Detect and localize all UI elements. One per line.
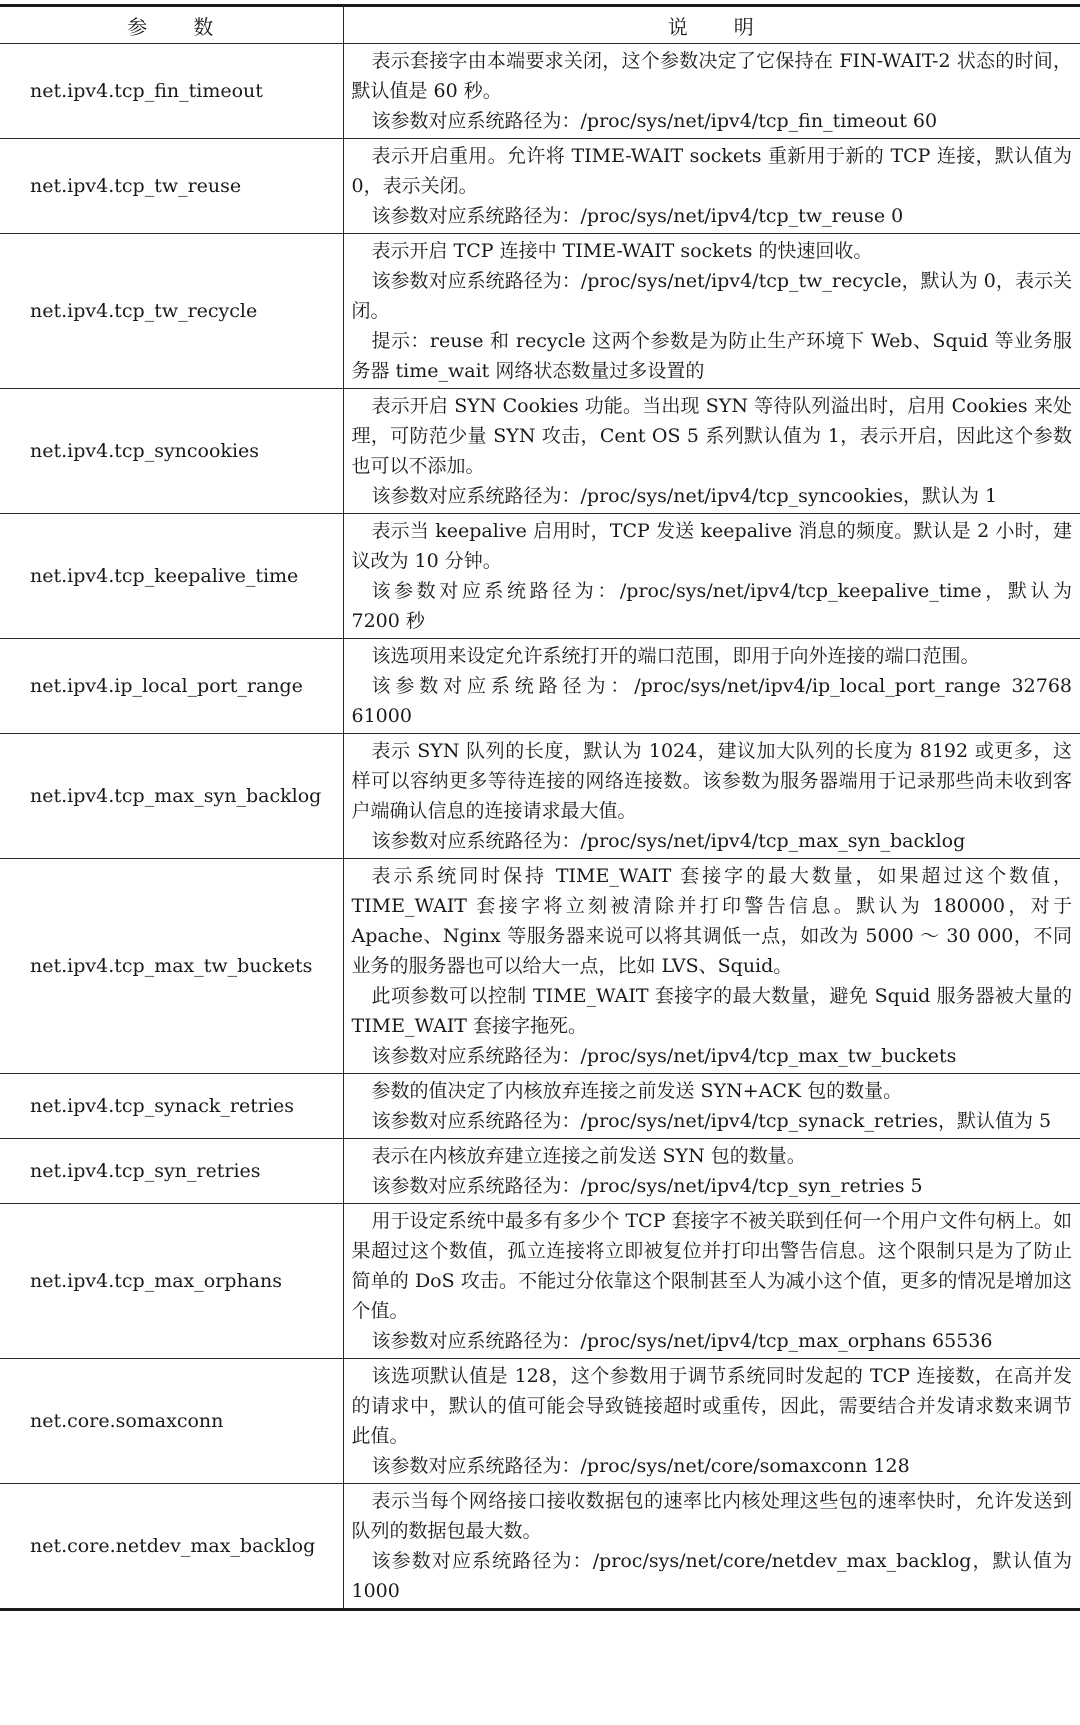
desc-line: 表示在内核放弃建立连接之前发送 SYN 包的数量。 [371,1145,806,1167]
header-param [0,6,343,44]
desc-line: 该参数对应系统路径为：/proc/sys/net/ipv4/tcp_syn_retries 5 [371,1175,923,1197]
desc-line: 该参数对应系统路径为：/proc/sys/net/core/netdev_max_backlog，默认值为 1000 [351,1550,1072,1602]
table-header-row [0,6,1080,44]
table-row [0,1204,1080,1359]
param-name: net.ipv4.tcp_tw_reuse [0,139,343,234]
param-name: net.ipv4.ip_local_port_range [0,639,343,734]
param-name: net.ipv4.tcp_max_orphans [0,1204,343,1359]
kernel-params-table [0,4,1080,1611]
param-description [343,1484,1080,1610]
desc-line: 该参数对应系统路径为：/proc/sys/net/ipv4/tcp_max_syn_backlog [371,830,966,852]
param-name: net.ipv4.tcp_max_tw_buckets [0,859,343,1074]
desc-line: 表示当 keepalive 启用时，TCP 发送 keepalive 消息的频度。默认是 2 小时，建议改为 10 分钟。 [351,520,1072,572]
desc-line: 表示开启 TCP 连接中 TIME-WAIT sockets 的快速回收。 [371,240,873,262]
table-row [0,1139,1080,1204]
desc-line: 该参数对应系统路径为：/proc/sys/net/ipv4/tcp_fin_timeout 60 [371,110,938,132]
desc-line: 该参数对应系统路径为：/proc/sys/net/ipv4/tcp_max_tw_buckets [371,1045,957,1067]
desc-line: 该选项用来设定允许系统打开的端口范围，即用于向外连接的端口范围。 [371,645,980,667]
table-row [0,514,1080,639]
param-description [343,234,1080,389]
param-name: net.core.netdev_max_backlog [0,1484,343,1610]
table-row [0,639,1080,734]
param-description [343,859,1080,1074]
desc-line: 该参数对应系统路径为：/proc/sys/net/core/somaxconn 128 [371,1455,910,1477]
header-desc [343,6,1080,44]
desc-line: 表示开启重用。允许将 TIME-WAIT sockets 重新用于新的 TCP 连接，默认值为 0，表示关闭。 [351,145,1072,197]
header-param-label: 参 数 [127,14,216,39]
desc-line: 该参数对应系统路径为：/proc/sys/net/ipv4/tcp_keepalive_time，默认为 7200 秒 [351,580,1072,632]
param-description [343,514,1080,639]
param-description [343,389,1080,514]
table-row [0,389,1080,514]
desc-line: 该参数对应系统路径为：/proc/sys/net/ipv4/tcp_tw_recycle，默认为 0，表示关闭。 [351,270,1072,322]
desc-line: 表示系统同时保持 TIME_WAIT 套接字的最大数量，如果超过这个数值，TIME_WAIT 套接字将立刻被清除并打印警告信息。默认为 180000，对于 Apache、Nginx 等服务器来说可以将其调低一点，如改为 5000 ～ 30 000，不同业务的服务器也可以给大一点，比如 LVS、Squid。 [351,865,1072,977]
param-name: net.ipv4.tcp_max_syn_backlog [0,734,343,859]
table-row [0,234,1080,389]
desc-line: 提示：reuse 和 recycle 这两个参数是为防止生产环境下 Web、Squid 等业务服务器 time_wait 网络状态数量过多设置的 [351,330,1072,382]
param-description [343,734,1080,859]
param-description [343,1359,1080,1484]
param-name: net.ipv4.tcp_tw_recycle [0,234,343,389]
table-row [0,734,1080,859]
desc-line: 表示开启 SYN Cookies 功能。当出现 SYN 等待队列溢出时，启用 Cookies 来处理，可防范少量 SYN 攻击，Cent OS 5 系列默认值为 1，表示开启，因此这个参数也可以不添加。 [351,395,1072,477]
table-row [0,44,1080,139]
param-name: net.ipv4.tcp_syncookies [0,389,343,514]
desc-line: 该参数对应系统路径为：/proc/sys/net/ipv4/ip_local_port_range 32768 61000 [351,675,1072,727]
table-row [0,859,1080,1074]
param-description [343,1204,1080,1359]
param-name: net.ipv4.tcp_fin_timeout [0,44,343,139]
param-description [343,1074,1080,1139]
table-row [0,1359,1080,1484]
desc-line: 该选项默认值是 128，这个参数用于调节系统同时发起的 TCP 连接数，在高并发的请求中，默认的值可能会导致链接超时或重传，因此，需要结合并发请求数来调节此值。 [351,1365,1072,1447]
desc-line: 表示 SYN 队列的长度，默认为 1024，建议加大队列的长度为 8192 或更多，这样可以容纳更多等待连接的网络连接数。该参数为服务器端用于记录那些尚未收到客户端确认信息的连接请求最大值。 [351,740,1072,822]
param-name: net.ipv4.tcp_syn_retries [0,1139,343,1204]
desc-line: 表示当每个网络接口接收数据包的速率比内核处理这些包的速率快时，允许发送到队列的数据包最大数。 [351,1490,1072,1542]
desc-line: 该参数对应系统路径为：/proc/sys/net/ipv4/tcp_synack_retries，默认值为 5 [371,1110,1052,1132]
param-name: net.ipv4.tcp_keepalive_time [0,514,343,639]
param-name: net.core.somaxconn [0,1359,343,1484]
table-row [0,1484,1080,1610]
desc-line: 用于设定系统中最多有多少个 TCP 套接字不被关联到任何一个用户文件句柄上。如果超过这个数值，孤立连接将立即被复位并打印出警告信息。这个限制只是为了防止简单的 DoS 攻击。不能过分依靠这个限制甚至人为减小这个值，更多的情况是增加这个值。 [351,1210,1072,1322]
table-row [0,1074,1080,1139]
desc-line: 表示套接字由本端要求关闭，这个参数决定了它保持在 FIN-WAIT-2 状态的时间，默认值是 60 秒。 [351,50,1072,102]
param-description [343,639,1080,734]
desc-line: 该参数对应系统路径为：/proc/sys/net/ipv4/tcp_syncookies，默认为 1 [371,485,998,507]
desc-line: 此项参数可以控制 TIME_WAIT 套接字的最大数量，避免 Squid 服务器被大量的 TIME_WAIT 套接字拖死。 [351,985,1072,1037]
param-description [343,1139,1080,1204]
table-row [0,139,1080,234]
desc-line: 该参数对应系统路径为：/proc/sys/net/ipv4/tcp_tw_reuse 0 [371,205,904,227]
param-name: net.ipv4.tcp_synack_retries [0,1074,343,1139]
desc-line: 参数的值决定了内核放弃连接之前发送 SYN+ACK 包的数量。 [371,1080,903,1102]
param-description [343,44,1080,139]
param-description [343,139,1080,234]
desc-line: 该参数对应系统路径为：/proc/sys/net/ipv4/tcp_max_orphans 65536 [371,1330,993,1352]
header-desc-label: 说 明 [667,14,756,39]
